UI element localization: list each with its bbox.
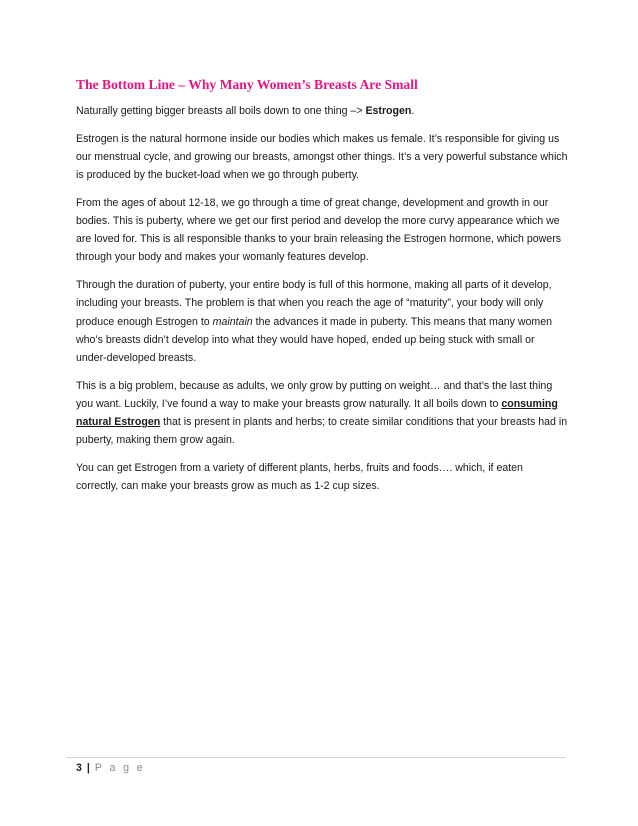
paragraph-1: [76, 102, 568, 120]
section-heading: The Bottom Line – Why Many Women’s Breasts Are Small: [76, 77, 418, 92]
footer-divider: [66, 757, 566, 758]
paragraph-6: You can get Estrogen from a variety of different plants, herbs, fruits and foods…. which, if eaten correctly, can make your breasts grow as much as 1-2 cup sizes.: [76, 461, 523, 493]
consuming-estrogen-emphasis: consuming natural Estrogen: [76, 397, 558, 429]
estrogen-emphasis: Estrogen: [365, 105, 412, 117]
paragraph-5-text: This is a big problem, because as adults, we only grow by putting on weight… and that’s the last thing you want. Luckily, I’ve found a way to make your breasts grow naturally. It all boils down to: [76, 379, 553, 410]
footer-separator: |: [86, 762, 90, 774]
paragraph-4: [76, 276, 568, 367]
paragraph-2: Estrogen is the natural hormone inside our bodies which makes us female. It’s responsible for giving us our menstrual cycle, and growing our breasts, amongst other things. It’s a very powerful substance which is produced by the bucket-load when we go through puberty.: [76, 132, 568, 182]
page-footer: [76, 762, 145, 774]
page-number: 3: [76, 762, 82, 774]
paragraph-4-text: Through the duration of puberty, your entire body is full of this hormone, making all parts of it develop, including your breasts. The problem is that when you reach the age of “maturity”, your body will only produce enough Estrogen to: [76, 279, 552, 328]
paragraph-1-end: .: [411, 105, 415, 117]
maintain-emphasis: maintain: [212, 315, 253, 328]
page-content: [76, 76, 568, 505]
paragraph-5-end: that is present in plants and herbs; to create similar conditions that your breasts had in puberty, making them grow again.: [76, 416, 568, 447]
page-label: P a g e: [94, 762, 146, 774]
paragraph-4-end: the advances it made in puberty. This means that many women who’s breasts didn’t develop into what they would have hoped, ended up being stuck with small or under-developed breasts.: [76, 315, 553, 364]
paragraph-5: [76, 377, 568, 450]
paragraph-1-text: Naturally getting bigger breasts all boils down to one thing –>: [76, 105, 366, 117]
paragraph-3: From the ages of about 12-18, we go through a time of great change, development and growth in our bodies. This is puberty, where we get our first period and develop the more curvy appearance which we are loved for. This is all responsible thanks to your brain releasing the Estrogen hormone, which powers through your body and makes your womanly features develop.: [76, 196, 562, 264]
